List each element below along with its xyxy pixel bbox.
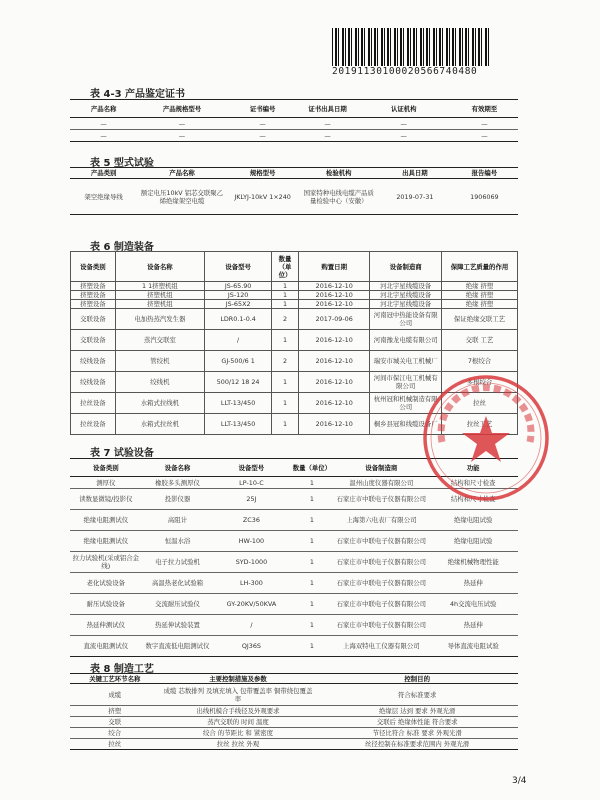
cell: 拉丝设备 (71, 393, 116, 414)
cell: JS-65.90 (205, 282, 272, 291)
column-header: 设备名称 (142, 459, 214, 477)
cell: — (451, 130, 518, 142)
cell: JS-120 (205, 291, 272, 300)
column-header: 产品名称 (137, 168, 227, 179)
cell: 热延伸试验装置 (142, 615, 214, 636)
column-header: 保障工艺质量的作用 (441, 252, 517, 282)
column-header: 产品名称 (70, 100, 137, 118)
cell: 绞合 的节距比 和 紧密度 (160, 728, 317, 739)
cell: 交联设备 (71, 309, 116, 330)
cell: 热延伸测试仪 (70, 615, 142, 636)
cell: 绝缘机械物理性能 (428, 552, 518, 573)
column-header: 设备类别 (71, 252, 116, 282)
table-4-3 (70, 99, 518, 142)
cell: 绝缘电阻测试仪 (70, 510, 142, 531)
cell: 瑞安市城关电工机械厂 (370, 351, 442, 372)
table-row (70, 531, 518, 552)
cell: 交联后 绝缘体性能 符合要求 (316, 717, 518, 728)
table-6-title: 表 6 制造装备 (90, 242, 154, 253)
page-number: 3/4 (512, 776, 527, 786)
column-header: 证书编号 (227, 100, 299, 118)
table-row (70, 179, 518, 215)
cell: 水箱式拉丝机 (115, 414, 204, 435)
cell: 热延伸 (428, 573, 518, 594)
table-row (71, 291, 518, 300)
cell: LLT-13/450 (205, 393, 272, 414)
cell: QJ36S (213, 636, 289, 657)
cell: — (137, 130, 227, 142)
cell: 结构和尺寸检查 (428, 489, 518, 510)
column-header: 设备制造商 (370, 252, 442, 282)
cell: — (357, 118, 451, 130)
cell: 2016-12-10 (298, 414, 370, 435)
cell: — (227, 130, 299, 142)
cell: 绞线设备 (71, 372, 116, 393)
cell: 交联 (70, 717, 160, 728)
cell: 蒸汽交联的 时间 温度 (160, 717, 317, 728)
column-header: 有效期至 (451, 100, 518, 118)
table-row (70, 118, 518, 130)
barcode-number: 20191130100020566740480 (332, 66, 478, 77)
cell: 绞合 (70, 728, 160, 739)
cell: 高温热老化试验箱 (142, 573, 214, 594)
cell: 500/12 18 24 (205, 372, 272, 393)
cell: 电子拉力试验机 (142, 552, 214, 573)
cell: 河北宇星线缆设备 (370, 291, 442, 300)
column-header: 设备类别 (70, 459, 142, 477)
cell: 1 (290, 489, 335, 510)
cell: 绝缘电阻试验 (428, 531, 518, 552)
cell: 挤塑设备 (71, 291, 116, 300)
cell: 电加热蒸汽发生器 (115, 309, 204, 330)
cell: 恒温水浴 (142, 531, 214, 552)
cell: 老化试验设备 (70, 573, 142, 594)
cell: 1 (290, 615, 335, 636)
cell: 1 (272, 300, 299, 309)
cell: — (137, 118, 227, 130)
cell: 高阻计 (142, 510, 214, 531)
cell: — (451, 118, 518, 130)
column-header: 产品规格型号 (137, 100, 227, 118)
table-row (70, 739, 518, 750)
cell: 2016-12-10 (298, 351, 370, 372)
cell: 河北宇星线缆设备 (370, 282, 442, 291)
cell: LDR0.1-0.4 (205, 309, 272, 330)
cell: 绞线机 (115, 372, 204, 393)
table-row (71, 330, 518, 351)
cell: 结构和尺寸检查 (428, 477, 518, 489)
cell: 导体直流电阻试验 (428, 636, 518, 657)
cell: 石家庄市中联电子仪器有限公司 (334, 594, 428, 615)
cell: 出线机模合手线径及外观要求 (160, 706, 317, 717)
cell: 温州山度仪器有限公司 (334, 477, 428, 489)
cell: 1 (272, 393, 299, 414)
table-row (70, 510, 518, 531)
column-header: 检验机构 (298, 168, 379, 179)
cell: 挤塑 (70, 706, 160, 717)
cell: 数字直流低电阻测试仪 (142, 636, 214, 657)
cell: 管绞机 (115, 351, 204, 372)
cell: 2019-07-31 (379, 179, 451, 215)
cell: 挤塑机组 (115, 291, 204, 300)
table-row (71, 351, 518, 372)
cell: 1 (272, 414, 299, 435)
cell: 上海双特电工仪器有限公司 (334, 636, 428, 657)
cell: 河南豫龙电缆有限公司 (370, 330, 442, 351)
cell: 国家特种电线电缆产品质量检验中心（安徽） (298, 179, 379, 215)
cell: 河北宇星线缆设备 (370, 300, 442, 309)
cell: — (298, 118, 356, 130)
cell: 2016-12-10 (298, 372, 370, 393)
cell: — (70, 118, 137, 130)
cell: 7根绞合 (441, 351, 517, 372)
cell: 交联 工艺 (441, 330, 517, 351)
cell: 上海第六电表厂有限公司 (334, 510, 428, 531)
cell: 成缆 芯数排列 及填充填入 包带覆盖率 铜带绕包覆盖率 (160, 684, 317, 706)
cell: 1 (290, 552, 335, 573)
cell: — (227, 118, 299, 130)
cell: 蒸汽交联室 (115, 330, 204, 351)
column-header: 控制目的 (316, 674, 518, 684)
table-row (70, 594, 518, 615)
column-header: 数量（单位） (272, 252, 299, 282)
column-header: 出具日期 (379, 168, 451, 179)
cell: 桐乡县冠和线缆设备厂 (370, 414, 442, 435)
column-header: 主要控制措施及参数 (160, 674, 317, 684)
cell: 石家庄市中联电子仪器有限公司 (334, 489, 428, 510)
table-row (71, 282, 518, 291)
cell: 2016-12-10 (298, 300, 370, 309)
cell: 拉力试验机(采或铝合金线) (70, 552, 142, 573)
cell: 1906069 (451, 179, 518, 215)
cell: ZC36 (213, 510, 289, 531)
cell: 绝缘电阻试验 (428, 510, 518, 531)
cell: 挤塑设备 (71, 300, 116, 309)
cell: 耐压试验设备 (70, 594, 142, 615)
table-row (70, 728, 518, 739)
cell: 橡胶多头测厚仪 (142, 477, 214, 489)
column-header: 认证机构 (357, 100, 451, 118)
column-header: 功能 (428, 459, 518, 477)
cell: 拉丝 拉丝 外观 (160, 739, 317, 750)
cell: LLT-13/450 (205, 414, 272, 435)
cell: 绝缘 挤塑 (441, 282, 517, 291)
cell: 交流耐压试验仪 (142, 594, 214, 615)
cell: 热延伸 (428, 615, 518, 636)
cell: LH-300 (213, 573, 289, 594)
cell: 1 (272, 282, 299, 291)
column-header: 设备型号 (213, 459, 289, 477)
cell: 丝径控制在标准要求范围内 外观光滑 (316, 739, 518, 750)
company-seal (420, 372, 552, 504)
cell: 2016-12-10 (298, 393, 370, 414)
cell: 保证绝缘交联工艺 (441, 309, 517, 330)
column-header: 关键工艺环节名称 (70, 674, 160, 684)
table-5 (70, 167, 518, 215)
table-row (71, 300, 518, 309)
table-8-title: 表 8 制造工艺 (90, 664, 154, 675)
cell: 读数显微镜/投影仪 (70, 489, 142, 510)
cell: JKLYJ-10kV 1×240 (227, 179, 299, 215)
barcode (332, 28, 490, 66)
cell: 绞线设备 (71, 351, 116, 372)
cell: 拉丝 (441, 393, 517, 414)
column-header: 购置日期 (298, 252, 370, 282)
column-header: 证书出具日期 (298, 100, 356, 118)
cell: 2016-12-10 (298, 291, 370, 300)
cell: 杭州冠和机械制造有限公司 (370, 393, 442, 414)
column-header: 设备制造商 (334, 459, 428, 477)
cell: 2016-12-10 (298, 330, 370, 351)
cell: 25J (213, 489, 289, 510)
cell: 1 (272, 330, 299, 351)
cell: 绝缘电阻测试仪 (70, 531, 142, 552)
table-row (70, 717, 518, 728)
cell: 2016-12-10 (298, 282, 370, 291)
cell: 多根绞合 (441, 372, 517, 393)
cell: / (205, 330, 272, 351)
cell: 河南冠中热能设备有限公司 (370, 309, 442, 330)
cell: 1 (272, 372, 299, 393)
cell: 绝缘层 达到 要求 外观光滑 (316, 706, 518, 717)
cell: 河间市保江电工机械有限公司 (370, 372, 442, 393)
cell: 1 (272, 291, 299, 300)
cell: 成缆 (70, 684, 160, 706)
cell: 节径比符合 标准 要求 外观光滑 (316, 728, 518, 739)
table-5-title: 表 5 型式试验 (90, 158, 154, 169)
cell: 直流电阻测试仪 (70, 636, 142, 657)
cell: 拉丝 (70, 739, 160, 750)
table-8 (70, 673, 518, 750)
table-row (70, 573, 518, 594)
cell: 石家庄市中联电子仪器有限公司 (334, 573, 428, 594)
column-header: 数量（单位） (290, 459, 335, 477)
cell: 符合标准要求 (316, 684, 518, 706)
cell: SYD-1000 (213, 552, 289, 573)
column-header: 报告编号 (451, 168, 518, 179)
cell: 石家庄市中联电子仪器有限公司 (334, 531, 428, 552)
table-row (70, 130, 518, 142)
cell: 投影仪器 (142, 489, 214, 510)
column-header: 设备型号 (205, 252, 272, 282)
cell: 石家庄市中联电子仪器有限公司 (334, 615, 428, 636)
table-4-3-title: 表 4-3 产品鉴定证书 (90, 89, 186, 100)
table-row (70, 684, 518, 706)
star-icon (462, 416, 510, 462)
table-row (70, 552, 518, 573)
cell: 拉丝工艺 (441, 414, 517, 435)
column-header: 产品类别 (70, 168, 137, 179)
cell: — (298, 130, 356, 142)
cell: HW-100 (213, 531, 289, 552)
table-row (70, 706, 518, 717)
cell: GJ-500/6 1 (205, 351, 272, 372)
cell: 挤塑机组 (115, 300, 204, 309)
table-row (71, 309, 518, 330)
table-7-title: 表 7 试验设备 (90, 448, 154, 459)
cell: 水箱式拉线机 (115, 393, 204, 414)
cell: 测厚仪 (70, 477, 142, 489)
cell: 1 (290, 573, 335, 594)
cell: LP-10-C (213, 477, 289, 489)
cell: 额定电压10kV 铝芯交联聚乙烯绝缘架空电缆 (137, 179, 227, 215)
cell: — (70, 130, 137, 142)
cell: 2017-09-06 (298, 309, 370, 330)
cell: 1 (290, 477, 335, 489)
table-row (70, 636, 518, 657)
table-row (70, 615, 518, 636)
cell: / (213, 615, 289, 636)
cell: 石家庄市中联电子仪器有限公司 (334, 552, 428, 573)
cell: 2 (272, 309, 299, 330)
cell: 1 (290, 594, 335, 615)
column-header: 设备名称 (115, 252, 204, 282)
cell: 1 (290, 531, 335, 552)
cell: 挤塑设备 (71, 282, 116, 291)
cell: 绝缘 挤塑 (441, 300, 517, 309)
cell: 4h交流电压试验 (428, 594, 518, 615)
cell: 绝缘 挤塑 (441, 291, 517, 300)
cell: — (357, 130, 451, 142)
cell: 架空绝缘导线 (70, 179, 137, 215)
column-header: 规格型号 (227, 168, 299, 179)
cell: GY-20KV/50KVA (213, 594, 289, 615)
cell: 1 (290, 636, 335, 657)
cell: 拉丝设备 (71, 414, 116, 435)
cell: 2 (272, 351, 299, 372)
cell: 交联设备 (71, 330, 116, 351)
cell: JS-65X2 (205, 300, 272, 309)
cell: 1 (290, 510, 335, 531)
cell: 1 1挤塑机组 (115, 282, 204, 291)
